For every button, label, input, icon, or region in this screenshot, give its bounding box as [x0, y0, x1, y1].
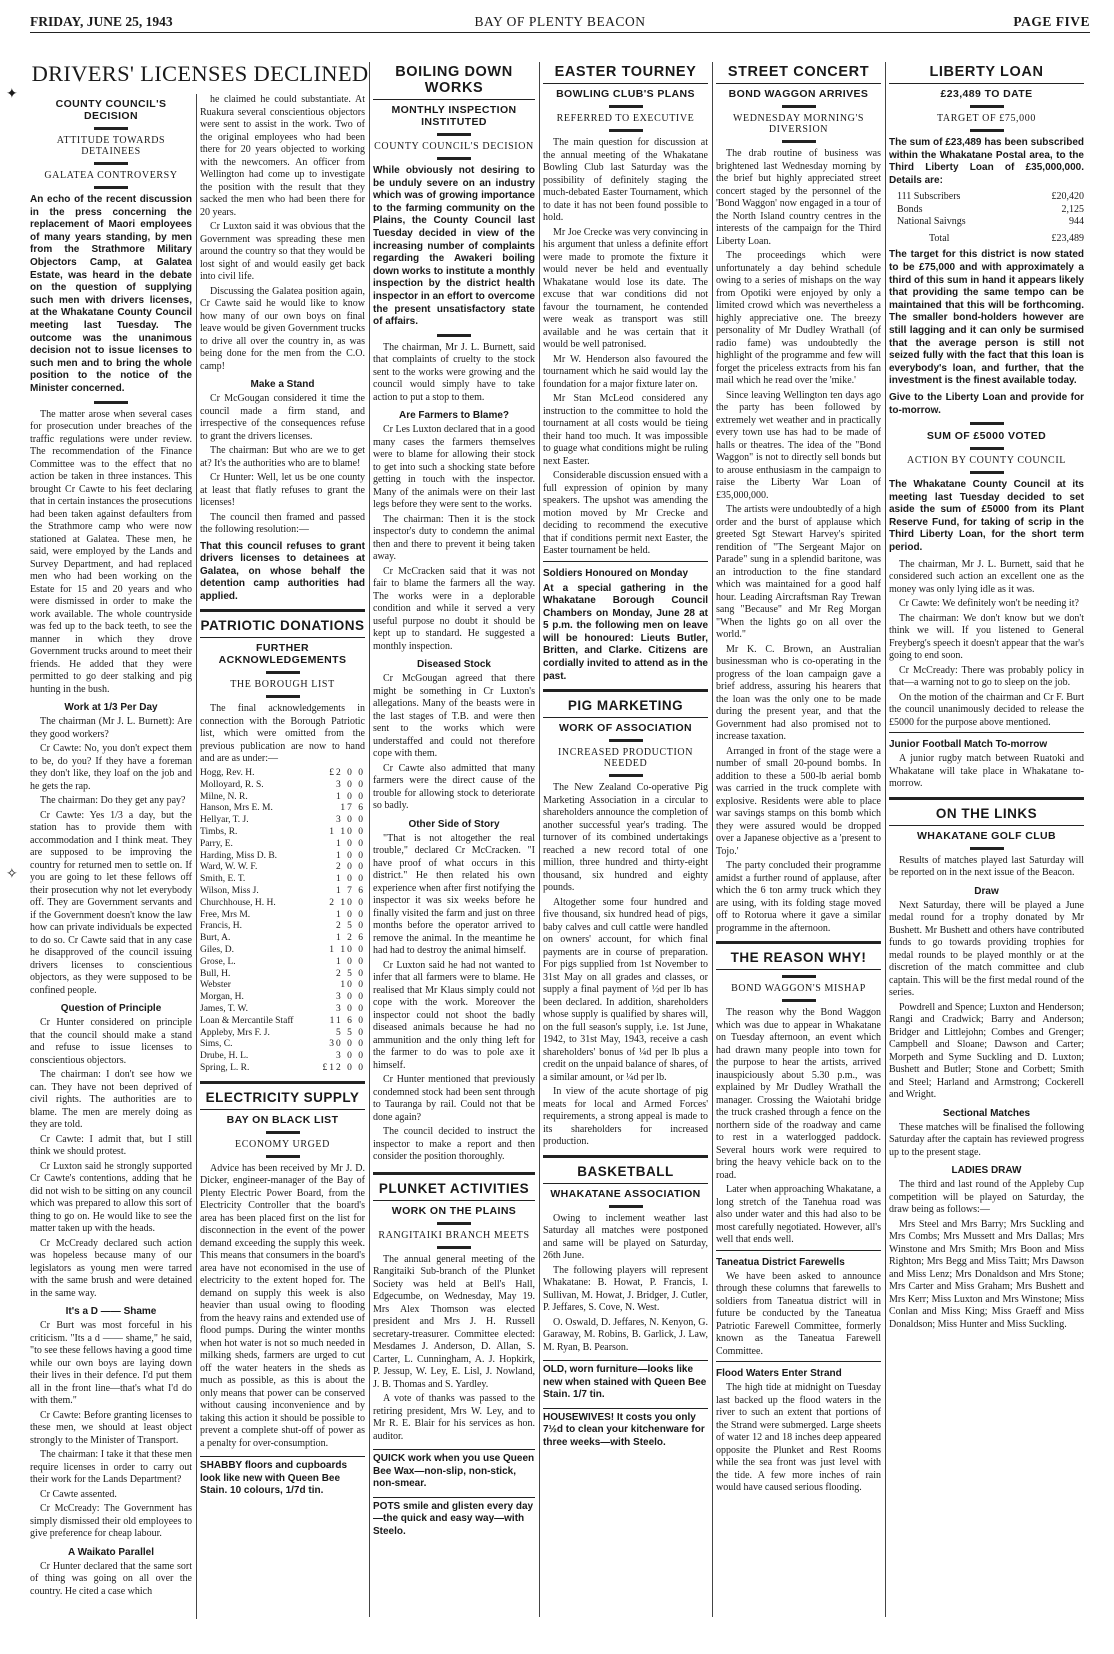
electricity-headline: ELECTRICITY SUPPLY: [205, 1089, 360, 1105]
drivers-p6: Cr Hunter considered on principle that the council should make a stand and refuse to issue licenses to conscientious objectors.: [30, 1017, 192, 1066]
donor-name: Webster: [200, 980, 231, 991]
soldiers-body: At a special gathering in the Whakatane Borough Council Chambers on Monday, June 28 at 5 p.m. the following men on leave will be honoured: Lieuts Butler, Britten, and Clarke. Citizens are cordially invited to attend as in the past.: [543, 582, 708, 682]
liberty-lead3: Give to the Liberty Loan and provide for to-morrow.: [889, 391, 1084, 416]
electricity-box: [200, 1081, 365, 1110]
links-headline: ON THE LINKS: [935, 805, 1038, 821]
divider: [609, 739, 643, 742]
divider: [266, 671, 300, 674]
liberty-lead2: The target for this district is now stated to be £75,000 and with approximately a third of this sum in hand it appears likely that providing the same tempo can be maintained that this will be forthcoming. The smaller bond-holders however are still lagging and it can only be surmised that the average person is still not seized fully with the fact that this loan is everybody's loan, and further, that the investment is the finest available today.: [889, 249, 1084, 387]
patriotic-sub1: FURTHER ACKNOWLEDGEMENTS: [218, 642, 347, 667]
donation-row: [200, 992, 365, 1004]
margin-mark: ✧: [6, 867, 18, 882]
divider: [782, 105, 816, 108]
pig-p3: In view of the acute shortage of pig meats for local and Armed Forces' requirements, a strong appeal is made to its shareholders for increased production.: [543, 1086, 708, 1148]
flood-head: Flood Waters Enter Strand: [716, 1368, 842, 1379]
links-box: [889, 797, 1084, 826]
donation-amount: 3 0 0: [336, 815, 365, 826]
easter-p4: Mr Stan McLeod considered any instruction to the committee to hold the tournament at all costs would be tieing their hand too much. It was impossible to guage what conditions might be ruling next Easter.: [543, 393, 708, 467]
pig-sub2: INCREASED PRODUCTION NEEDED: [557, 747, 694, 770]
rule: [716, 83, 881, 84]
donation-amount: 1 0 0: [336, 909, 365, 920]
easter-p2: Mr Joe Crecke was very convincing in his argument that unless a definite effort were made to promote the fixture it would never be held and eventually Whakatane would lose its date. The excuse that war conditions did not favour the tournament, he contended were weak as transport was still available and he was certain that it would be well patronised.: [543, 226, 708, 350]
donation-amount: 1 0 0: [336, 838, 365, 849]
liberty-total-label: Total: [929, 232, 950, 244]
plunket-p2: A vote of thanks was passed to the retiring president, Mrs W. Ley, and to Mr R. E. Blair for his services as hon. auditor.: [373, 1393, 535, 1442]
donation-amount: 1 0 0: [336, 874, 365, 885]
links-p4: These matches will be finalised the following Saturday after the captain has reviewed progress up to the present stage.: [889, 1121, 1084, 1158]
donation-amount: 2 10 0: [329, 897, 365, 908]
donation-amount: 5 5 0: [336, 1027, 365, 1038]
col2-p6: Cr Hunter: Well, let us be one county at least that flatly refuses to grant the licenses!: [200, 472, 365, 508]
donor-name: Hanson, Mrs E. M.: [200, 803, 273, 814]
basketball-p1: Owing to inclement weather last Saturday all matches were postponed and same will be played on Saturday, 26th June.: [543, 1212, 708, 1262]
column-1: [30, 94, 192, 1654]
links-p3: Powdrell and Spence; Luxton and Henderson; Rangi and Cradwick; Barry and Anderson; Bridger and Littlejohn; Combes and Grenger; Campbell and Sloane; Dawson and Carter; Morpeth and Syme Suckling and D. Luxton; Bushett and Butler; Stone and Corbett; Smith and Steel; Harland and Armstrong; Cockerell and Wright.: [889, 1001, 1084, 1101]
rule: [543, 561, 708, 562]
donation-row: [200, 792, 365, 804]
divider: [970, 129, 1004, 132]
divider: [266, 695, 300, 698]
boiling-p9: Cr Hunter mentioned that previously condemned stock had been sent through to Tauranga by rail. Could not that be done again?: [373, 1074, 535, 1123]
donation-row: [200, 1063, 365, 1075]
donation-amount: 1 0 0: [336, 850, 365, 861]
loan-detail-value: 944: [1069, 216, 1084, 228]
plunket-box: [373, 1172, 535, 1201]
donation-row: [200, 957, 365, 969]
boiling-p3: The chairman: Then it is the stock inspector's duty to condemn the animal then and there to prevent it being taken away.: [373, 513, 535, 563]
voted-sub1: SUM OF £5000 VOTED: [926, 430, 1047, 443]
rule: [889, 732, 1084, 733]
donation-amount: 10 0: [340, 980, 365, 991]
patriotic-table: [200, 768, 365, 1075]
donation-row: [200, 1028, 365, 1040]
loan-detail-label: Bonds: [897, 203, 923, 215]
drivers-p12: Cr Cawte: Before granting licenses to these men, we should at least object strongly to the Minister of Transport.: [30, 1409, 192, 1446]
col2-p4: Cr McGougan considered it time the council made a firm stand, and irrespective of the consequences refuse to grant the drivers licenses.: [200, 393, 365, 442]
pig-p1: The New Zealand Co-operative Pig Marketing Association in a circular to shareholders announce the completion of another successful year's trading. The turnover of its combined undertakings reached a new record total of one million, three hundred and thirty-eight thousand, six hundred and eighty pounds.: [543, 782, 708, 894]
column-rule: [712, 62, 713, 1617]
donation-row: [200, 1004, 365, 1016]
loan-detail-row: [889, 204, 1084, 217]
boiling-p1: The chairman, Mr J. L. Burnett, said that complaints of cruelty to the stock sent to the works were growing and the council would simply have to take action to put a stop to them.: [373, 341, 535, 403]
donation-row: [200, 1016, 365, 1028]
donation-amount: 3 0 0: [336, 1003, 365, 1014]
subhead-ladies: LADIES DRAW: [951, 1165, 1022, 1177]
rule: [373, 99, 535, 100]
plunket-headline: PLUNKET ACTIVITIES: [378, 1180, 530, 1196]
drivers-headline-block: [30, 62, 370, 90]
boiling-p4: Cr McCracken said that it was not fair to blame the farmers all the way. The works were in a deplorable condition and while it served a very useful purpose no doubt it should be kept up to standard. He suggested a monthly inspection.: [373, 565, 535, 652]
rule: [889, 83, 1084, 84]
donation-amount: 3 0 0: [336, 779, 365, 790]
drivers-p16: Cr Hunter declared that the same sort of thing was going on all over the country. He cited a case which: [30, 1560, 192, 1597]
concert-p3: Since leaving Wellington ten days ago the party has been followed by extremely wet weather and in practically every town use has had to be made of halls or theatres. The idea of the "Bond Waggon" is not to directly sell bonds but to arouse enthusiasm in the campaign to raise the Liberty War Loan of £35,000,000.: [716, 389, 881, 501]
donation-amount: 2 5 0: [336, 968, 365, 979]
links-p1: Results of matches played last Saturday will be reported on in the next issue of the Beacon.: [889, 854, 1084, 879]
liberty-total: [889, 233, 1084, 246]
reason-p2: Later when approaching Whakatane, a long stretch of the Tanehua road was also under water and this had also to be most carefully negotiated. However, all's well that ends well.: [716, 1184, 881, 1245]
donor-name: Smith, E. T.: [200, 874, 246, 885]
divider: [609, 129, 643, 132]
boiling-p7: "That is not altogether the real trouble," declared Cr McCracken. "I have proof of what occurs in this district." He then related his own experience when after first notifying the inspector it was six weeks before he finally visited the farm and just on three months before the operator arrived to remove the animal. In the meantime he had had to destroy the animal himself.: [373, 832, 535, 957]
donor-name: Ward, W. W. F.: [200, 862, 258, 873]
drivers-p7: The chairman: I don't see how we can. They have not been deprived of civil rights. The authorities are to blame. The men are merely doing as they are told.: [30, 1069, 192, 1130]
reason-box: [716, 941, 881, 970]
liberty-table: [889, 191, 1084, 229]
basketball-box: [543, 1155, 708, 1184]
resolution: That this council refuses to grant drivers licenses to detainees at Galatea, on whose behalf the detention camp authorities had applied.: [200, 540, 365, 602]
donor-name: Wilson, Miss J.: [200, 885, 259, 896]
donor-name: Timbs, R.: [200, 826, 238, 837]
donation-row: [200, 921, 365, 933]
reason-headline: THE REASON WHY!: [730, 950, 867, 965]
donation-amount: 3 0 0: [336, 992, 365, 1003]
donation-row: [200, 1051, 365, 1063]
donation-row: [200, 945, 365, 957]
divider: [266, 1131, 300, 1134]
donation-amount: 17 6: [340, 803, 365, 814]
liberty-headline: LIBERTY LOAN: [929, 64, 1044, 80]
donation-row: [200, 1039, 365, 1051]
voted-sub2: ACTION BY COUNTY COUNCIL: [907, 455, 1066, 467]
column-rule: [885, 62, 886, 1617]
subhead-stand: Make a Stand: [250, 379, 315, 390]
drivers-p14: Cr Cawte assented.: [40, 1488, 117, 1500]
divider: [437, 157, 471, 160]
column-rule: [196, 94, 197, 1619]
liberty-lead: The sum of £23,489 has been subscribed within the Whakatane Postal area, to the Third Liberty Loan of £35,000,000. Details are:: [889, 137, 1084, 186]
drivers-p2: The chairman (Mr J. L. Burnett): Are they good workers?: [30, 716, 192, 740]
donor-name: Morgan, H.: [200, 992, 244, 1003]
drivers-p8: Cr Cawte: I admit that, but I still think we should protest.: [30, 1133, 192, 1157]
liberty-total-value: £23,489: [1051, 232, 1084, 244]
ad-quick: QUICK work when you use Queen Bee Wax—non-slip, non-stick, non-smear.: [373, 1449, 535, 1491]
donation-amount: 11 6 0: [329, 1015, 365, 1026]
concert-sub1: BOND WAGGON ARRIVES: [728, 88, 869, 100]
loan-detail-value: 2,125: [1061, 203, 1084, 215]
donor-name: Burt, A.: [200, 933, 231, 944]
column-2: [200, 94, 365, 1654]
donation-amount: 3 0 0: [336, 1051, 365, 1062]
plunket-sub2: RANGITAIKI BRANCH MEETS: [378, 1229, 530, 1241]
divider: [94, 186, 128, 189]
liberty-sub1: £23,489 TO DATE: [940, 88, 1033, 100]
donation-amount: £12 0 0: [322, 1062, 365, 1073]
donation-row: [200, 780, 365, 792]
donor-name: Grose, L.: [200, 956, 236, 967]
concert-sub2: WEDNESDAY MORNING'S DIVERSION: [732, 113, 865, 135]
electricity-sub2: ECONOMY URGED: [235, 1138, 330, 1150]
reason-p1: The reason why the Bond Waggon which was due to appear in Whakatane on Tuesday afternoon, an event which had drawn many people into town for the purpose to hear the artists, arrived inauspiciously about 5.30 p.m., was explained by Mr Dudley Wrathall the manager. Crossing the Waiotahi bridge the truck crashed through a fence on the northern side of the roadway and came to rest in a waterlogged paddock. Several hours work were required to bring the heavy vehicle back on to the road.: [716, 1007, 881, 1181]
boiling-p5: Cr McGougan agreed that there might be something in Cr Luxton's allegations. Many of the beasts were in the last stages of T.B. and were then sent to the works which were understaffed and could not therefore cope with them.: [373, 673, 535, 760]
col2-p7: The council then framed and passed the following resolution:—: [200, 511, 365, 535]
donation-amount: 2 5 0: [336, 921, 365, 932]
donation-row: [200, 980, 365, 992]
divider: [94, 162, 128, 165]
reason-sub1: BOND WAGGON'S MISHAP: [731, 983, 866, 994]
concert-p6: Arranged in front of the stage were a number of small 20-pound bombs. In addition to these a 500-lb aerial bomb was carried in the truck complete with explosive. Residents were able to place war savings stamps on this bomb which they were assured would be dropped over a Japanese objective as a 'present to Tojo.': [716, 745, 881, 857]
donation-row: [200, 827, 365, 839]
patriotic-box: [200, 609, 365, 638]
loan-detail-label: 111 Subscribers: [897, 191, 961, 203]
donor-name: Giles, D.: [200, 944, 235, 955]
divider: [970, 847, 1004, 850]
farewells-body: We have been asked to announce through these columns that farewells to soldiers from Taneatua district will in future be conducted by the Taneatua Patriotic Farewell Committee, formerly known as the Taneatua Farewell Committee.: [716, 1270, 881, 1357]
donation-amount: 1 10 0: [329, 826, 365, 837]
rule: [543, 83, 708, 84]
divider: [437, 334, 471, 337]
donor-name: Loan & Mercantile Staff: [200, 1015, 294, 1026]
subhead-waikato: A Waikato Parallel: [68, 1546, 154, 1558]
column-rule: [539, 62, 540, 1617]
masthead-title: BAY OF PLENTY BEACON: [474, 14, 646, 29]
divider: [609, 1205, 643, 1208]
masthead-page: PAGE FIVE: [1013, 14, 1090, 29]
drivers-p5: Cr Cawte: Yes 1/3 a day, but the station has to provide them with accommodation and I think meat. They are supposed to be improving the country for returned men to settle on. If you are going to let these fellows off their prosecution why not let everybody off. They are Government servants and if the Government doesn't know the law how can private individuals be expected to do so. Cr Cawte said that in any case he disapproved of the council issuing drivers licenses to conscientious objectors, as they were supposed to be confined people.: [30, 809, 192, 996]
easter-p5: Considerable discussion ensued with a full expression of opinion by many speakers. The upshot was amending the motion moved by Mr Crecke and deciding to recommend the executive that if conditions permit next Easter, the Easter tournament be held.: [543, 470, 708, 556]
subhead-other: Other Side of Story: [408, 818, 500, 830]
drivers-lead: An echo of the recent discussion in the press concerning the replacement of Maori employees of many years standing, by men from the Strathmore Military Objectors Camp, at Galatea Estate, was heard in the debate on the question of supplying such men with drivers licenses, at the Whakatane County Council meeting last Tuesday. The outcome was the unanimous decision not to issue licenses to such men and to bring the whole position to the notice of the Minister concerned.: [30, 194, 192, 394]
drivers-sub3: GALATEA CONTROVERSY: [44, 170, 178, 181]
rule: [716, 1250, 881, 1251]
divider: [970, 447, 1004, 450]
divider: [437, 1246, 471, 1249]
donor-name: Drube, H. L.: [200, 1051, 249, 1062]
subhead-draw: Draw: [974, 885, 999, 897]
divider: [94, 127, 128, 130]
divider: [609, 774, 643, 777]
boiling-lead: While obviously not desiring to be unduly severe on an industry which was of growing importance to the farming community on the Plains, the County Council last Tuesday decided in view of the increasing number of complaints regarding the Awakeri boiling down works to institute a monthly inspection by the district health inspector in an effort to overcome the present unsatisfactory state of affairs.: [373, 165, 535, 328]
donation-amount: 1 0 0: [336, 956, 365, 967]
divider: [970, 471, 1004, 474]
drivers-p10: Cr McCready declared such action was hopeless because many of our legislators as young men were tarred with the same brush and were detained in the same way.: [30, 1237, 192, 1299]
divider: [782, 999, 816, 1002]
drivers-p9: Cr Luxton said he strongly supported Cr Cawte's contentions, adding that he did not wish to be sitting on any council which was prepared to allow this sort of thing to go on. He would like to see the matter taken up with the heads.: [30, 1160, 192, 1234]
donation-row: [200, 874, 365, 886]
electricity-sub1: BAY ON BLACK LIST: [226, 1113, 339, 1126]
pig-p2: Altogether some four hundred and five thousand, six hundred head of pigs, baby calves and cull cattle were handled on owners' account, for which final payments are in course of preparation. For pigs supplied from 1st November to 31st May on all grades and classes, or supply a final payment of ½d per lb has been declared. In addition, shareholders whose supply is qualified by shares will, on the full season's supply, i.e. 1st June, 1942, to 31st May, 1943, receive a cash shareholders' bonus of ¼d per lb plus a credit on the unpaid balance of shares, of a similar amount, or ¼d per lb.: [543, 896, 708, 1083]
column-5: [716, 62, 881, 1622]
divider: [94, 401, 128, 404]
divider: [782, 140, 816, 143]
easter-sub1: BOWLING CLUB'S PLANS: [556, 88, 695, 100]
links-p5: The third and last round of the Appleby Cup competition will be played on Saturday, the draw being as follows:—: [889, 1179, 1084, 1216]
donor-name: Bull, H.: [200, 968, 231, 979]
voted-p4: Cr McCready: There was probably policy in that—a warning not to go to sleep on the job.: [889, 664, 1084, 689]
ad-old: OLD, worn furniture—looks like new when stained with Queen Bee Stain. 1/7 tin.: [543, 1360, 708, 1402]
donation-row: [200, 933, 365, 945]
boiling-p2: Cr Les Luxton declared that in a good many cases the farmers themselves were to blame for allowing their stock to get into such a shocking state before getting in touch with the inspector. Many of the animals were on their last legs before they were sent to the works.: [373, 424, 535, 511]
masthead-date: FRIDAY, JUNE 25, 1943: [30, 14, 173, 29]
drivers-p15: Cr McCready: The Government has simply dismissed their old employees to give preference for cheap labour.: [30, 1503, 192, 1539]
drivers-p4: The chairman: Do they get any pay?: [40, 795, 186, 806]
subhead-work: Work at 1/3 Per Day: [64, 702, 158, 713]
plunket-sub1: WORK ON THE PLAINS: [391, 1204, 517, 1217]
voted-p2: Cr Cawte: We definitely won't be needing it?: [899, 598, 1079, 610]
donor-name: Hogg, Rev. H.: [200, 767, 255, 778]
boiling-p6: Cr Cawte also admitted that many farmers were the direct cause of the trouble for allowing stock to deteriorate so badly.: [373, 762, 535, 812]
rule: [716, 1361, 881, 1362]
masthead: [30, 14, 1090, 33]
donor-name: Milne, N. R.: [200, 791, 248, 802]
margin-mark: ✦: [6, 87, 18, 102]
easter-p3: Mr W. Henderson also favoured the tournament which he said would lay the foundation for a major fixture later on.: [543, 353, 708, 390]
column-6: [889, 62, 1084, 1622]
subhead-principle: Question of Principle: [60, 1003, 162, 1014]
subhead-farmers: Are Farmers to Blame?: [398, 410, 510, 422]
divider: [437, 1222, 471, 1225]
basketball-sub1: WHAKATANE ASSOCIATION: [550, 1187, 701, 1200]
donation-row: [200, 886, 365, 898]
voted-lead: The Whakatane County Council at its meeting last Tuesday decided to set aside the sum of £5000 from its Plant Reserve Fund, for taking of scrip in the Third Liberty Loan, for the short term period.: [889, 479, 1084, 554]
junior-body: A junior rugby match between Ruatoki and Whakatane will take place in Whakatane to-morrow.: [889, 753, 1084, 790]
donation-amount: £2 0 0: [329, 767, 365, 778]
voted-p5: On the motion of the chairman and Cr F. Burt the council unanimously decided to release the £5000 for the purpose above mentioned.: [889, 691, 1084, 728]
donation-amount: 30 0 0: [329, 1039, 365, 1050]
voted-p1: The chairman, Mr J. L. Burnett, said that he considered such action an excellent one as the money was only lying idle as it was.: [889, 558, 1084, 595]
concert-p2: The proceedings which were unfortunately a day behind schedule owing to a series of mishaps on the way from Opotiki were enjoyed by only a limited crowd which was nevertheless a highly appreciative one. The breezy personality of Mr Dudley Wrathall (of radio fame) was undoubtedly the highlight of the programme and few will forget the priceless extracts from his fan mail which he read over the 'mike.': [716, 250, 881, 386]
farewells-head: Taneatua District Farewells: [716, 1256, 845, 1268]
easter-sub2: REFERRED TO EXECUTIVE: [556, 113, 695, 124]
subhead-diseased: Diseased Stock: [417, 659, 491, 671]
drivers-p3: Cr Cawte: No, you don't expect them to be, do you? If they have a foreman they don't like, they loaf on the job and he gets the rap.: [30, 743, 192, 792]
divider: [782, 975, 816, 978]
column-4: [543, 62, 708, 1622]
col2-p3: Discussing the Galatea position again, Cr Cawte said he would like to know how many of our own boys on final leave would be given Government trucks to drive all over the country in, as was being done for the men from the C.O. camp!: [200, 285, 365, 372]
junior-head: Junior Football Match To-morrow: [889, 739, 1048, 751]
ad-shabby: SHABBY floors and cupboards look like new with Queen Bee Stain. 10 colours, 1/7d tin.: [200, 1456, 365, 1498]
concert-headline: STREET CONCERT: [727, 64, 870, 80]
col2-p5: The chairman: But who are we to get at? It's the authorities who are to blame!: [200, 445, 365, 469]
donation-row: [200, 815, 365, 827]
patriotic-headline: PATRIOTIC DONATIONS: [200, 618, 365, 634]
drivers-sub1: COUNTY COUNCIL'S DECISION: [55, 98, 167, 122]
donor-name: Appleby, Mrs F. J.: [200, 1027, 270, 1038]
easter-p1: The main question for discussion at the annual meeting of the Whakatane Bowling Club last Saturday was the possibility of definitely staging the much-debated Easter Tournament, which to date it has not been found possible to hold.: [543, 137, 708, 223]
concert-p7: The party concluded their programme amidst a further round of applause, after which the 6 ton army truck which they are using, with its folding stage moved off to Rotorua where it gave a similar programme in the afternoon.: [716, 860, 881, 934]
pig-box: [543, 689, 708, 718]
donation-amount: 2 0 0: [336, 862, 365, 873]
donation-row: [200, 768, 365, 780]
donor-name: James, T. W.: [200, 1003, 248, 1014]
donation-amount: 1 0 0: [336, 791, 365, 802]
boiling-headline: BOILING DOWN WORKS: [395, 64, 513, 96]
plunket-p1: The annual general meeting of the Rangitaiki Sub-branch of the Plunket Society was held at Bell's Hall, Edgecumbe, on Wednesday, May 19. Mrs Alex Thomson was elected president and Mrs J. H. Russell secretary-treasurer. Committee elected: Mesdames J. Anderson, D. Allan, S. Carter, L. Cunningham, A. J. Hopkirk, P. Jessup, W. Ley, E. Lisl, J. Nowland, J. B. Thomas and S. Yardley.: [373, 1253, 535, 1390]
donor-name: Hellyar, T. J.: [200, 815, 249, 826]
loan-detail-row: [889, 191, 1084, 204]
donation-row: [200, 969, 365, 981]
basketball-headline: BASKETBALL: [577, 1163, 674, 1179]
drivers-headline: DRIVERS' LICENSES DECLINED: [31, 61, 369, 86]
drivers-p13: The chairman: I take it that these men require licenses in order to carry out their work for the Lands Department?: [30, 1449, 192, 1485]
donation-amount: 1 2 6: [336, 933, 365, 944]
flood-body: The high tide at midnight on Tuesday last backed up the flood waters in the river to such an extent that portions of the Strand were submerged. Large sheets of water 12 and 18 inches deep appeared opposite the Plunket and Rest Rooms while the sea front was just level with the tide. A few more inches of rain would have caused serious flooding.: [716, 1382, 881, 1493]
donor-name: Churchhouse, H. H.: [200, 897, 276, 908]
donation-row: [200, 839, 365, 851]
patriotic-sub2: THE BOROUGH LIST: [230, 679, 335, 691]
divider: [970, 422, 1004, 425]
divider: [609, 105, 643, 108]
donor-name: Francis, H.: [200, 921, 242, 932]
soldiers-head: Soldiers Honoured on Monday: [543, 567, 689, 579]
boiling-sub1: MONTHLY INSPECTION INSTITUTED: [391, 104, 517, 128]
subhead-sectional: Sectional Matches: [942, 1107, 1031, 1119]
basketball-p2: The following players will represent Whakatane: B. Howat, P. Francis, I. Sullivan, M. Howat, J. Bridger, J. Cutler, P. Jeffares, S. Cove, N. West.: [543, 1264, 708, 1314]
donor-name: Harding, Miss D. B.: [200, 850, 278, 861]
divider: [266, 1155, 300, 1158]
donor-name: Spring, L. R.: [200, 1062, 250, 1073]
drivers-sub2: ATTITUDE TOWARDS DETAINEES: [56, 135, 166, 157]
loan-detail-value: £20,420: [1051, 191, 1084, 203]
pig-headline: PIG MARKETING: [567, 698, 684, 714]
column-rule: [369, 62, 370, 1617]
concert-p1: The drab routine of business was brightened last Wednesday morning by the brief but highly appreciated street concert staged by the personnel of the 'Bond Waggon' now engaged in a tour of the North Island country centres in the interests of the campaign for the Third Liberty Loan.: [716, 148, 881, 247]
ad-housewives: HOUSEWIVES! It costs you only 7½d to clean your kitchenware for three weeks—with Steelo.: [543, 1408, 708, 1450]
subhead-shame: It's a D —— Shame: [65, 1306, 157, 1317]
liberty-sub2: TARGET OF £75,000: [937, 113, 1036, 124]
boiling-sub2: COUNTY COUNCIL'S DECISION: [374, 141, 534, 152]
basketball-p3: O. Oswald, D. Jeffares, N. Kenyon, G. Garaway, M. Robins, B. Garlick, J. Law, M. Ryan, B. Pearson.: [543, 1316, 708, 1353]
loan-detail-row: [889, 216, 1084, 229]
electricity-p1: Advice has been received by Mr J. D. Dicker, engineer-manager of the Bay of Plenty Electric Power Board, from the Electricity Controller that the board's area has been placed first on the list for disconnection in the event of the power demand exceeding the supply this week. This means that consumers in the board's area have not economised in the use of electricity to the extent hoped for. The demand on supply this week is also heavier than usual owing to flooding from the heavy rains and extended use of flood pumps. During the winter months when hot water is not so much needed in milking sheds, farmers are urged to cut off the water heaters in the sheds as much as possible, as this is about the only means that power can be conserved without causing inconvenience and by taking this action it should be possible to prevent a complete shut-off of power as a penalty for over-consumption.: [200, 1162, 365, 1449]
drivers-p1: The matter arose when several cases for prosecution under breaches of the traffic regulations were under review. The recommendation of the Finance Committee was to the effect that no action be taken in three instances. This brought Cr Cawte to his feet declaring that in certain instances the prosecutions had been taken against defaulters from the Strathmore camp who were now stationed at Galatea. These men, he said, were employed by the Lands and Survey Department, and had replaced men who had been working on the Estate for 15 and 20 years and who were dismissed in order to make the work available. The whole countryside was fed up to the back teeth, to see the manner in which they drove Government trucks around to meet their friends. He added that they were permitted to go deer stalking and pig hunting in the bush.: [30, 408, 192, 695]
donation-row: [200, 910, 365, 922]
boiling-p8: Cr Luxton said he had not wanted to infer that all farmers were to blame. He realised that Mr Klaus simply could not cope with the work. Moreover the inspector could not shoot the badly diseased animals because he had no ammunition and the only thing left for the farmer to do was to pole axe it himself.: [373, 959, 535, 1071]
divider: [970, 105, 1004, 108]
pig-sub1: WORK OF ASSOCIATION: [558, 722, 692, 735]
boiling-p10: The council decided to instruct the inspector to make a report and then consider the position thoroughly.: [373, 1126, 535, 1163]
col2-p2: Cr Luxton said it was obvious that the Government was spreading these men around the country so that they would be lost sight of and would easily get back into civil life.: [200, 221, 365, 282]
donation-row: [200, 862, 365, 874]
col2-p1: he claimed he could substantiate. At Ruakura several conscientious objectors were sent to assist in the work. Two of the original employees who had been there for 20 years objected to working with the newcomers. An officer from Wellington had come up to investigate the position with the result that they sacked the men who had been there for 20 years.: [200, 94, 365, 218]
donor-name: Sims, C.: [200, 1039, 233, 1050]
links-p2: Next Saturday, there will be played a June medal round for a trophy donated by Mr Bushett. Mr Bushett and others have contributed funds to go towards providing trophies for medal rounds to be played monthly or at the discretion of the match committee and club captain. This will be the first medal round of the series.: [889, 899, 1084, 999]
donor-name: Molloyard, R. S.: [200, 779, 264, 790]
ad-pots: POTS smile and glisten every day —the quick and easy way—with Steelo.: [373, 1497, 535, 1539]
loan-detail-label: National Saivngs: [897, 216, 966, 228]
divider: [437, 133, 471, 136]
links-p6: Mrs Steel and Mrs Barry; Mrs Suckling and Mrs Combs; Mrs Mussett and Mrs Dallas; Mrs Winstone and Mrs Smith; Mrs Boon and Miss Righton; Mrs Begg and Miss Taitt; Mrs Dawson and Miss Lenz; Mrs Donaldson and Mrs Stone; Mrs Carter and Miss Graham; Mrs Bushett and Mrs Kerr; Miss Luxton and Mrs Winstone; Miss Conlan and Miss King; Miss Graeff and Miss Donaldson; Miss Hunter and Miss Suckling.: [889, 1218, 1084, 1330]
drivers-p11: Cr Burt was most forceful in his criticism. "Its a d —— shame," he said, "to see these fellows having a good time while our own boys are laying down their lives in their defence. I'd put them all in the front line—that's what I'd do with them.": [30, 1320, 192, 1406]
donation-amount: 1 10 0: [329, 944, 365, 955]
concert-p5: Mr K. C. Brown, an Australian businessman who is co-operating in the progress of the loan campaign gave a brief address, assuring his hearers that the loan was the only one to be made during the present year, and that the Government had also promised not to increase taxation.: [716, 643, 881, 742]
donation-row: [200, 803, 365, 815]
voted-p3: The chairman: We don't know but we don't think we will. If you listened to General Freyberg's speech it doesn't appear that the war's going to end soon.: [889, 612, 1084, 662]
easter-headline: EASTER TOURNEY: [554, 64, 697, 80]
donation-amount: 1 7 6: [336, 885, 365, 896]
donation-row: [200, 851, 365, 863]
donation-row: [200, 898, 365, 910]
concert-p4: The artists were undoubtedly of a high order and the burst of applause which greeted Sgt Stewart Harvey's spirited rendition of "The Sergeant Major on Parade" sung in a splendid baritone, was an introduction to the fine standard which was maintained for a good half hour. Leading Aircraftsman Ray Trewan sang "Because" and Mr Reg Morgan "When the lights go on all over the world.": [716, 504, 881, 640]
column-3: [373, 62, 535, 1622]
donor-name: Parry, E.: [200, 838, 233, 849]
links-sub1: WHAKATANE GOLF CLUB: [916, 829, 1057, 842]
donor-name: Free, Mrs M.: [200, 909, 251, 920]
patriotic-intro: The final acknowledgements in connection with the Borough Patriotic list, which were omitted from the previous publication are now to hand and are as under:—: [200, 703, 365, 765]
